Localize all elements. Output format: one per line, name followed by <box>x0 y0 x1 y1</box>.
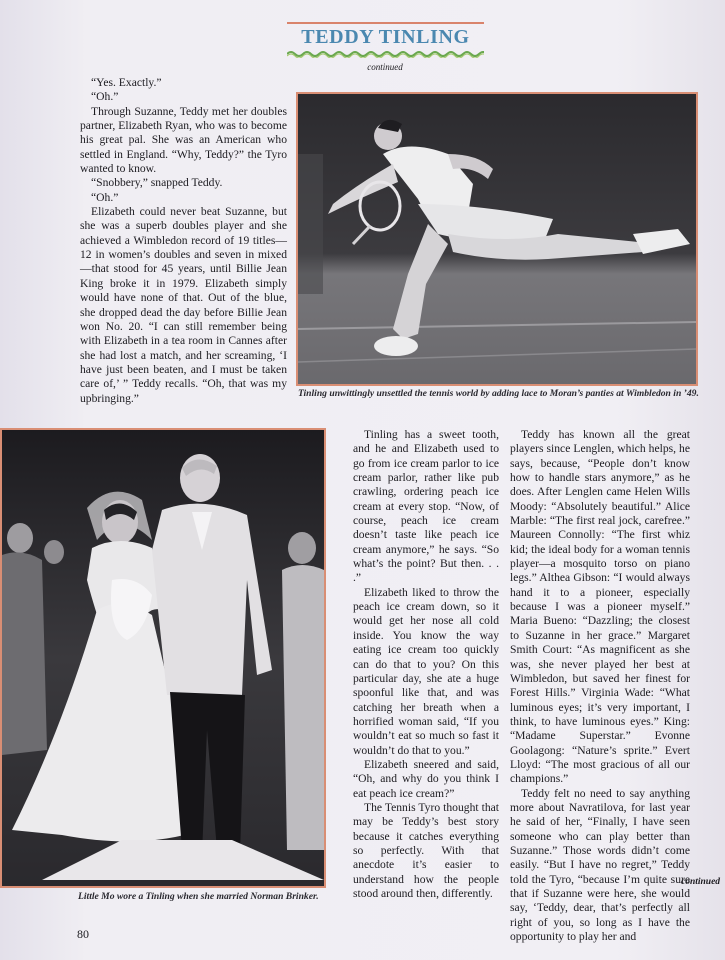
paragraph: “Yes. Exactly.” <box>91 76 162 89</box>
tennis-photo <box>296 92 698 386</box>
tennis-photo-caption: Tinling unwittingly unsettled the tennis world by adding lace to Moran’s panties at Wimbledon in ’49. <box>298 388 699 399</box>
paragraph: “Snobbery,” snapped Teddy. <box>91 176 223 190</box>
paragraph: “Oh.” <box>91 90 119 104</box>
text-column-2 <box>353 428 499 901</box>
paragraph: “Oh.” <box>91 190 119 204</box>
tennis-photo-image <box>298 94 696 384</box>
header-top-rule <box>287 22 484 24</box>
header-wave-ornament <box>287 50 484 58</box>
text-column-1 <box>80 76 287 406</box>
header-title: TEDDY TINLING <box>301 26 470 48</box>
text-column-3 <box>510 428 690 944</box>
paragraph: The Tennis Tyro thought that may be Teddy’s best story because it catches everything so perfectly. With that anecdote it’s easier to understand how the people stood around then, differently. <box>353 800 499 900</box>
wedding-photo-caption: Little Mo wore a Tinling when she married Norman Brinker. <box>78 891 319 902</box>
wedding-photo <box>0 428 326 888</box>
paragraph: Elizabeth liked to throw the peach ice cream down, so it would get her nose all cold inside. You know the way eating ice cream too quickly can do that to you? On this particular day, she ate a huge spoonful like that, and was catching her breath when a horrified woman said, “If you wouldn’t eat so much so fast it wouldn’t do that to you.” <box>353 585 499 757</box>
paragraph: Teddy felt no need to say anything more about Navratilova, for last year he said of her, “Finally, I have seen someone who can play better than Suzanne.” Those words didn’t come easily. “But I have no regret,” Teddy told the Tyro, “because I’m quite sure that if Suzanne were here, she would say, ‘Teddy, dear, that’s perfectly all right of you, so long as I have the opportunity to play her and <box>510 786 690 944</box>
paragraph: Elizabeth could never beat Suzanne, but she was a superb doubles player and she achieved a Wimbledon record of 19 titles—12 in women’s doubles and seven in mixed—that stood for 45 years, until Billie Jean King broke it in 1979. Elizabeth simply would have none of that. Out of the blue, she dropped dead the day before Billie Jean won No. 20. “I can still remember being with Elizabeth in a tea room in Cannes after she had lost a match, and her screaming, ‘I have just been beaten, and I must be taken care of,’ ” Teddy recalls. “Oh, that was my upbringing.” <box>80 205 287 405</box>
paragraph: Tinling has a sweet tooth, and he and Elizabeth used to go from ice cream parlor to ice cream parlor, rather like pub crawling, ordering peach ice cream at every stop. “Now, of course, peach ice cream doesn’t taste like peach ice cream anymore,” he says. “So what’s the point? But then. . . .” <box>353 428 499 585</box>
section-header <box>287 22 484 58</box>
wedding-photo-image <box>2 430 324 886</box>
page-number: 80 <box>77 927 89 941</box>
paragraph: Elizabeth sneered and said, “Oh, and why do you think I eat peach ice cream?” <box>353 757 499 800</box>
continued-label-bottom: continued <box>681 877 721 887</box>
paragraph: Through Suzanne, Teddy met her doubles partner, Elizabeth Ryan, who was to become his great pal. She was an American who settled in England. “Why, Teddy?” the Tyro wanted to know. <box>80 104 287 176</box>
paragraph: Teddy has known all the great players since Lenglen, which helps, he says, because, “People don’t know how to handle stars anymore,” as he does. After Lenglen came Helen Wills Moody: “Absolutely beautiful.” Alice Marble: “The first real jock, carefree.” Maureen Connolly: “The first whiz kid; the ideal body for a woman tennis player—a mosquito torso on piano legs.” Althea Gibson: “I would always hand it to a pioneer, especially because I was a pioneer myself.” Maria Bueno: “Dazzling; the closest to Suzanne in her grace.” Margaret Smith Court: “As magnificent as she was, she never played her best at Wimbledon, but saved her finest for Forest Hills.” Virginia Wade: “What luminous eyes; it’s very important, I think, to have luminous eyes.” King: “Madame Superstar.” Evonne Goolagong: “Nature’s sprite.” Evert Lloyd: “The most gracious of all our champions.” <box>510 428 690 786</box>
continued-label-top: continued <box>367 62 403 72</box>
